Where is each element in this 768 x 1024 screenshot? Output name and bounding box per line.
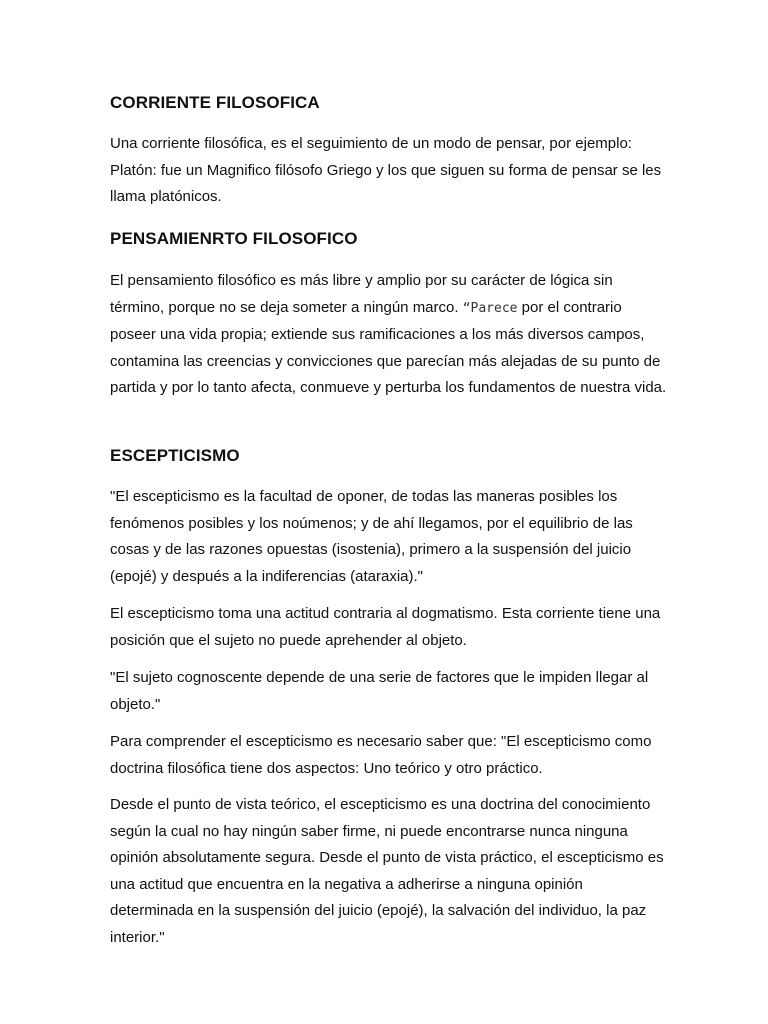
paragraph-pensamiento-part-2: por el contrario poseer una vida propia; extiende sus ramificaciones a los más diversos campos, contamina las creencias y convicciones que parecían más alejadas de su punto de partida y por lo tanto afecta, conmueve y perturba los fundamentos de nuestra vida. bbox=[110, 298, 667, 397]
paragraph-pensamiento-quote-word: “Parece bbox=[462, 300, 518, 316]
section-heading-corriente-filosofica: CORRIENTE FILOSOFICA bbox=[110, 93, 320, 112]
paragraph-escepticismo-definition: "El escepticismo es la facultad de oponer, de todas las maneras posibles los fenómenos posibles y los noúmenos; y de ahí llegamos, por el equilibrio de las cosas y de las razones opuestas (isostenia), primero a la suspensión del juicio (epojé) y después a la indiferencias (ataraxia)." bbox=[110, 488, 633, 585]
paragraph-escepticismo-sujeto: "El sujeto cognoscente depende de una serie de factores que le impiden llegar al objeto." bbox=[110, 669, 649, 713]
section-heading-pensamiento-filosofico: PENSAMIENRTO FILOSOFICO bbox=[110, 229, 358, 248]
paragraph-escepticismo-aspectos: Para comprender el escepticismo es necesario saber que: "El escepticismo como doctrina filosófica tiene dos aspectos: Uno teórico y otro práctico. bbox=[110, 733, 652, 777]
paragraph-escepticismo-teorico-practico: Desde el punto de vista teórico, el escepticismo es una doctrina del conocimiento según la cual no hay ningún saber firme, ni puede encontrarse nunca ninguna opinión absolutamente segura. Desde el punto de vista práctico, el escepticismo es una actitud que encuentra en la negativa a adherirse a ninguna opinión determinada en la suspensión del juicio (epojé), la salvación del individuo, la paz interior." bbox=[110, 796, 664, 946]
paragraph-escepticismo-dogmatismo: El escepticismo toma una actitud contraria al dogmatismo. Esta corriente tiene una posición que el sujeto no puede aprehender al objeto. bbox=[110, 605, 661, 649]
paragraph-corriente-filosofica: Una corriente filosófica, es el seguimiento de un modo de pensar, por ejemplo: Platón: fue un Magnifico filósofo Griego y los que siguen su forma de pensar se les llama platónicos. bbox=[110, 135, 662, 206]
section-heading-escepticismo: ESCEPTICISMO bbox=[110, 446, 240, 465]
paragraph-pensamiento-part-1: El pensamiento filosófico es más libre y amplio por su carácter de lógica sin término, porque no se deja someter a ningún marco. bbox=[110, 272, 613, 316]
paragraph-pensamiento-filosofico bbox=[110, 268, 670, 402]
